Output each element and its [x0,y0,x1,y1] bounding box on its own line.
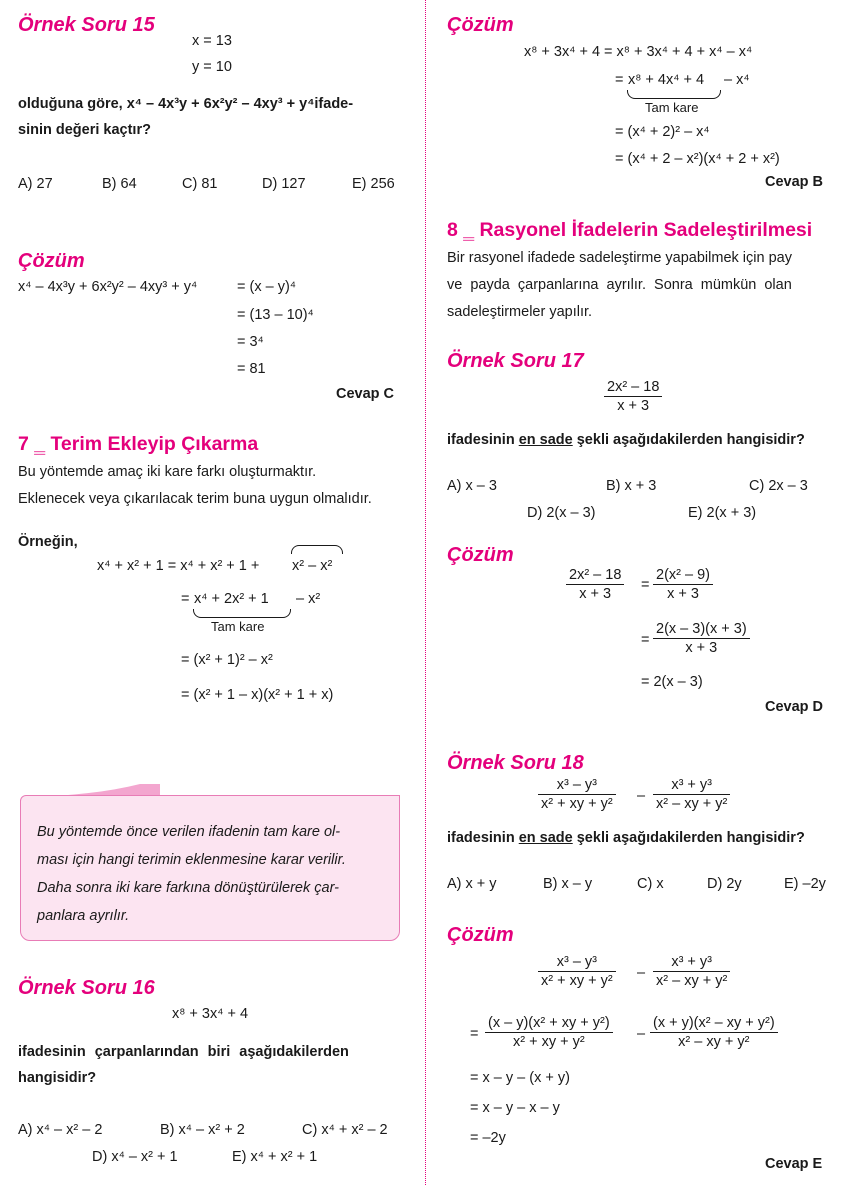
question-17-post: şekli aşağıdakilerden hangisidir? [572,432,805,448]
question-15-line2: sinin değeri kaçtır? [18,122,151,138]
example-label: Örneğin, [18,534,78,550]
option-e: E) 256 [352,176,395,192]
solution-18-fraction1 [538,954,616,989]
minus-sign: – [637,1026,646,1042]
solution-18-fraction3 [485,1015,613,1050]
solution-18-line4: = x – y – x – y [470,1100,560,1116]
minus-sign: – [637,965,646,981]
answer-18: Cevap E [765,1156,823,1172]
solution-18-fraction4 [650,1015,778,1050]
overbrace [291,545,343,554]
note-text [37,818,387,930]
note-line4: panlara ayrılır. [37,908,130,924]
example-line2-square: x⁴ + 2x² + 1 [194,591,269,607]
tam-kare-label: Tam kare [211,619,265,634]
numerator: 2x² – 18 [604,379,662,397]
solution-16-line1: x⁸ + 3x⁴ + 4 = x⁸ + 3x⁴ + 4 + x⁴ – x⁴ [524,44,753,60]
solution-16-line4: = (x⁴ + 2 – x²)(x⁴ + 2 + x²) [615,151,780,167]
denominator: x + 3 [685,640,718,656]
denominator: x + 3 [579,586,612,602]
solution-16-line2-square: x⁸ + 4x⁴ + 4 [628,72,705,88]
denominator: x² + xy + y² [512,1034,585,1050]
question-15-line1: olduğuna göre, x⁴ – 4x³y + 6x²y² – 4xy³ + y⁴ifade- [18,96,354,112]
section-7-text1: Bu yöntemde amaç iki kare farkı oluşturmaktır. [18,464,317,480]
option-18-e: E) –2y [784,876,826,892]
given-x: x = 13 [192,33,232,49]
example-line2-rest: – x² [296,591,321,607]
solution-18-line5: = –2y [470,1130,506,1146]
option-18-d: D) 2y [707,876,742,892]
numerator: x³ + y³ [653,777,730,795]
solution-18-line3: = x – y – (x + y) [470,1070,570,1086]
option-16-d: D) x⁴ – x² + 1 [92,1149,178,1165]
solution-16-line2-rest: – x⁴ [724,72,750,88]
example-line1: x⁴ + x² + 1 = x⁴ + x² + 1 + [97,558,260,574]
section-8-title: 8 ‗ Rasyonel İfadelerin Sadeleştirilmesi [447,219,813,241]
example-15-title: Örnek Soru 15 [18,14,155,36]
denominator: x + 3 [617,398,650,414]
option-16-b: B) x⁴ – x² + 2 [160,1122,245,1138]
column-divider [425,0,426,1185]
answer-17: Cevap D [765,699,824,715]
option-b: B) 64 [102,176,137,192]
option-d: D) 127 [262,176,306,192]
numerator: x³ – y³ [538,954,616,972]
denominator: x + 3 [667,586,699,602]
question-17-underlined: en sade [518,432,573,448]
solution-16-line3: = (x⁴ + 2)² – x⁴ [615,124,710,140]
solution-16-line2-eq: = [615,72,624,88]
denominator: x² – xy + y² [678,1034,750,1050]
solution-17-fraction2 [653,567,713,602]
minus-sign: – [637,788,646,804]
example-line3: = (x² + 1)² – x² [181,652,273,668]
numerator: 2(x² – 9) [653,567,713,585]
solution-16-title: Çözüm [447,14,514,36]
question-18-underlined: en sade [518,830,573,846]
example-16-expr: x⁸ + 3x⁴ + 4 [172,1006,249,1022]
solution-15-step3: = 3⁴ [237,334,264,350]
section-8-text3: sadeleştirmeler yapılır. [447,304,593,320]
solution-17-title: Çözüm [447,544,514,566]
option-16-a: A) x⁴ – x² – 2 [18,1122,103,1138]
given-y: y = 10 [192,59,232,75]
tam-kare-label-16: Tam kare [645,100,699,115]
option-17-a: A) x – 3 [447,478,497,494]
example-16-title: Örnek Soru 16 [18,977,155,999]
option-16-c: C) x⁴ + x² – 2 [302,1122,388,1138]
option-17-d: D) 2(x – 3) [527,505,596,521]
option-16-e: E) x⁴ + x² + 1 [232,1149,318,1165]
option-17-c: C) 2x – 3 [749,478,808,494]
example-18-fraction1 [538,777,616,812]
example-line4: = (x² + 1 – x)(x² + 1 + x) [181,687,334,703]
example-added-term: x² – x² [292,558,333,574]
solution-15-lhs: x⁴ – 4x³y + 6x²y² – 4xy³ + y⁴ [18,279,198,295]
example-18-title: Örnek Soru 18 [447,752,584,774]
example-17-title: Örnek Soru 17 [447,350,584,372]
denominator: x² – xy + y² [656,796,728,812]
option-17-e: E) 2(x + 3) [688,505,757,521]
numerator: x³ – y³ [538,777,616,795]
option-c: C) 81 [182,176,218,192]
section-8-text1: Bir rasyonel ifadede sadeleştirme yapabilmek için pay [447,250,792,266]
equals-sign: = [641,577,650,593]
answer-15: Cevap C [336,386,395,402]
solution-17-fraction1 [566,567,624,602]
solution-15-step2: = (13 – 10)⁴ [237,307,314,323]
question-18-post: şekli aşağıdakilerden hangisidir? [572,830,805,846]
question-16-line2: hangisidir? [18,1070,97,1086]
denominator: x² + xy + y² [541,973,613,989]
option-18-c: C) x [637,876,664,892]
denominator: x² – xy + y² [656,973,728,989]
solution-17-fraction3 [653,621,750,656]
note-line3: Daha sonra iki kare farkına dönüştürülerek çar- [37,880,339,896]
option-18-b: B) x – y [543,876,593,892]
numerator: 2(x – 3)(x + 3) [653,621,750,639]
question-18-pre: ifadesinin [447,830,519,846]
question-16-line1: ifadesinin çarpanlarından biri aşağıdakilerden [18,1044,349,1060]
section-7-title: 7 ‗ Terim Ekleyip Çıkarma [18,433,259,455]
option-17-b: B) x + 3 [606,478,657,494]
underbrace [193,609,291,618]
equals-sign: = [470,1026,479,1042]
numerator: x³ + y³ [653,954,730,972]
solution-18-title: Çözüm [447,924,514,946]
question-17-pre: ifadesinin [447,432,519,448]
example-line2-eq: = [181,591,190,607]
numerator: (x + y)(x² – xy + y²) [650,1015,778,1033]
underbrace-16 [627,90,721,99]
solution-15-step1: = (x – y)⁴ [237,279,297,295]
section-8-text2: ve payda çarpanlarına ayrılır. Sonra mümkün olan [447,277,792,293]
solution-18-fraction2 [653,954,730,989]
solution-17-result: = 2(x – 3) [641,674,703,690]
solution-15-title: Çözüm [18,250,85,272]
option-18-a: A) x + y [447,876,497,892]
option-a: A) 27 [18,176,53,192]
example-17-fraction [604,379,662,414]
question-17 [447,432,805,448]
note-line2: ması için hangi terimin eklenmesine karar verilir. [37,852,346,868]
numerator: (x – y)(x² + xy + y²) [485,1015,613,1033]
denominator: x² + xy + y² [541,796,613,812]
question-18 [447,830,805,846]
equals-sign: = [641,632,650,648]
note-line1: Bu yöntemde önce verilen ifadenin tam kare ol- [37,824,341,840]
answer-16: Cevap B [765,174,824,190]
example-18-fraction2 [653,777,730,812]
section-7-text2: Eklenecek veya çıkarılacak terim buna uygun olmalıdır. [18,491,372,507]
numerator: 2x² – 18 [566,567,624,585]
solution-15-step4: = 81 [237,361,266,377]
